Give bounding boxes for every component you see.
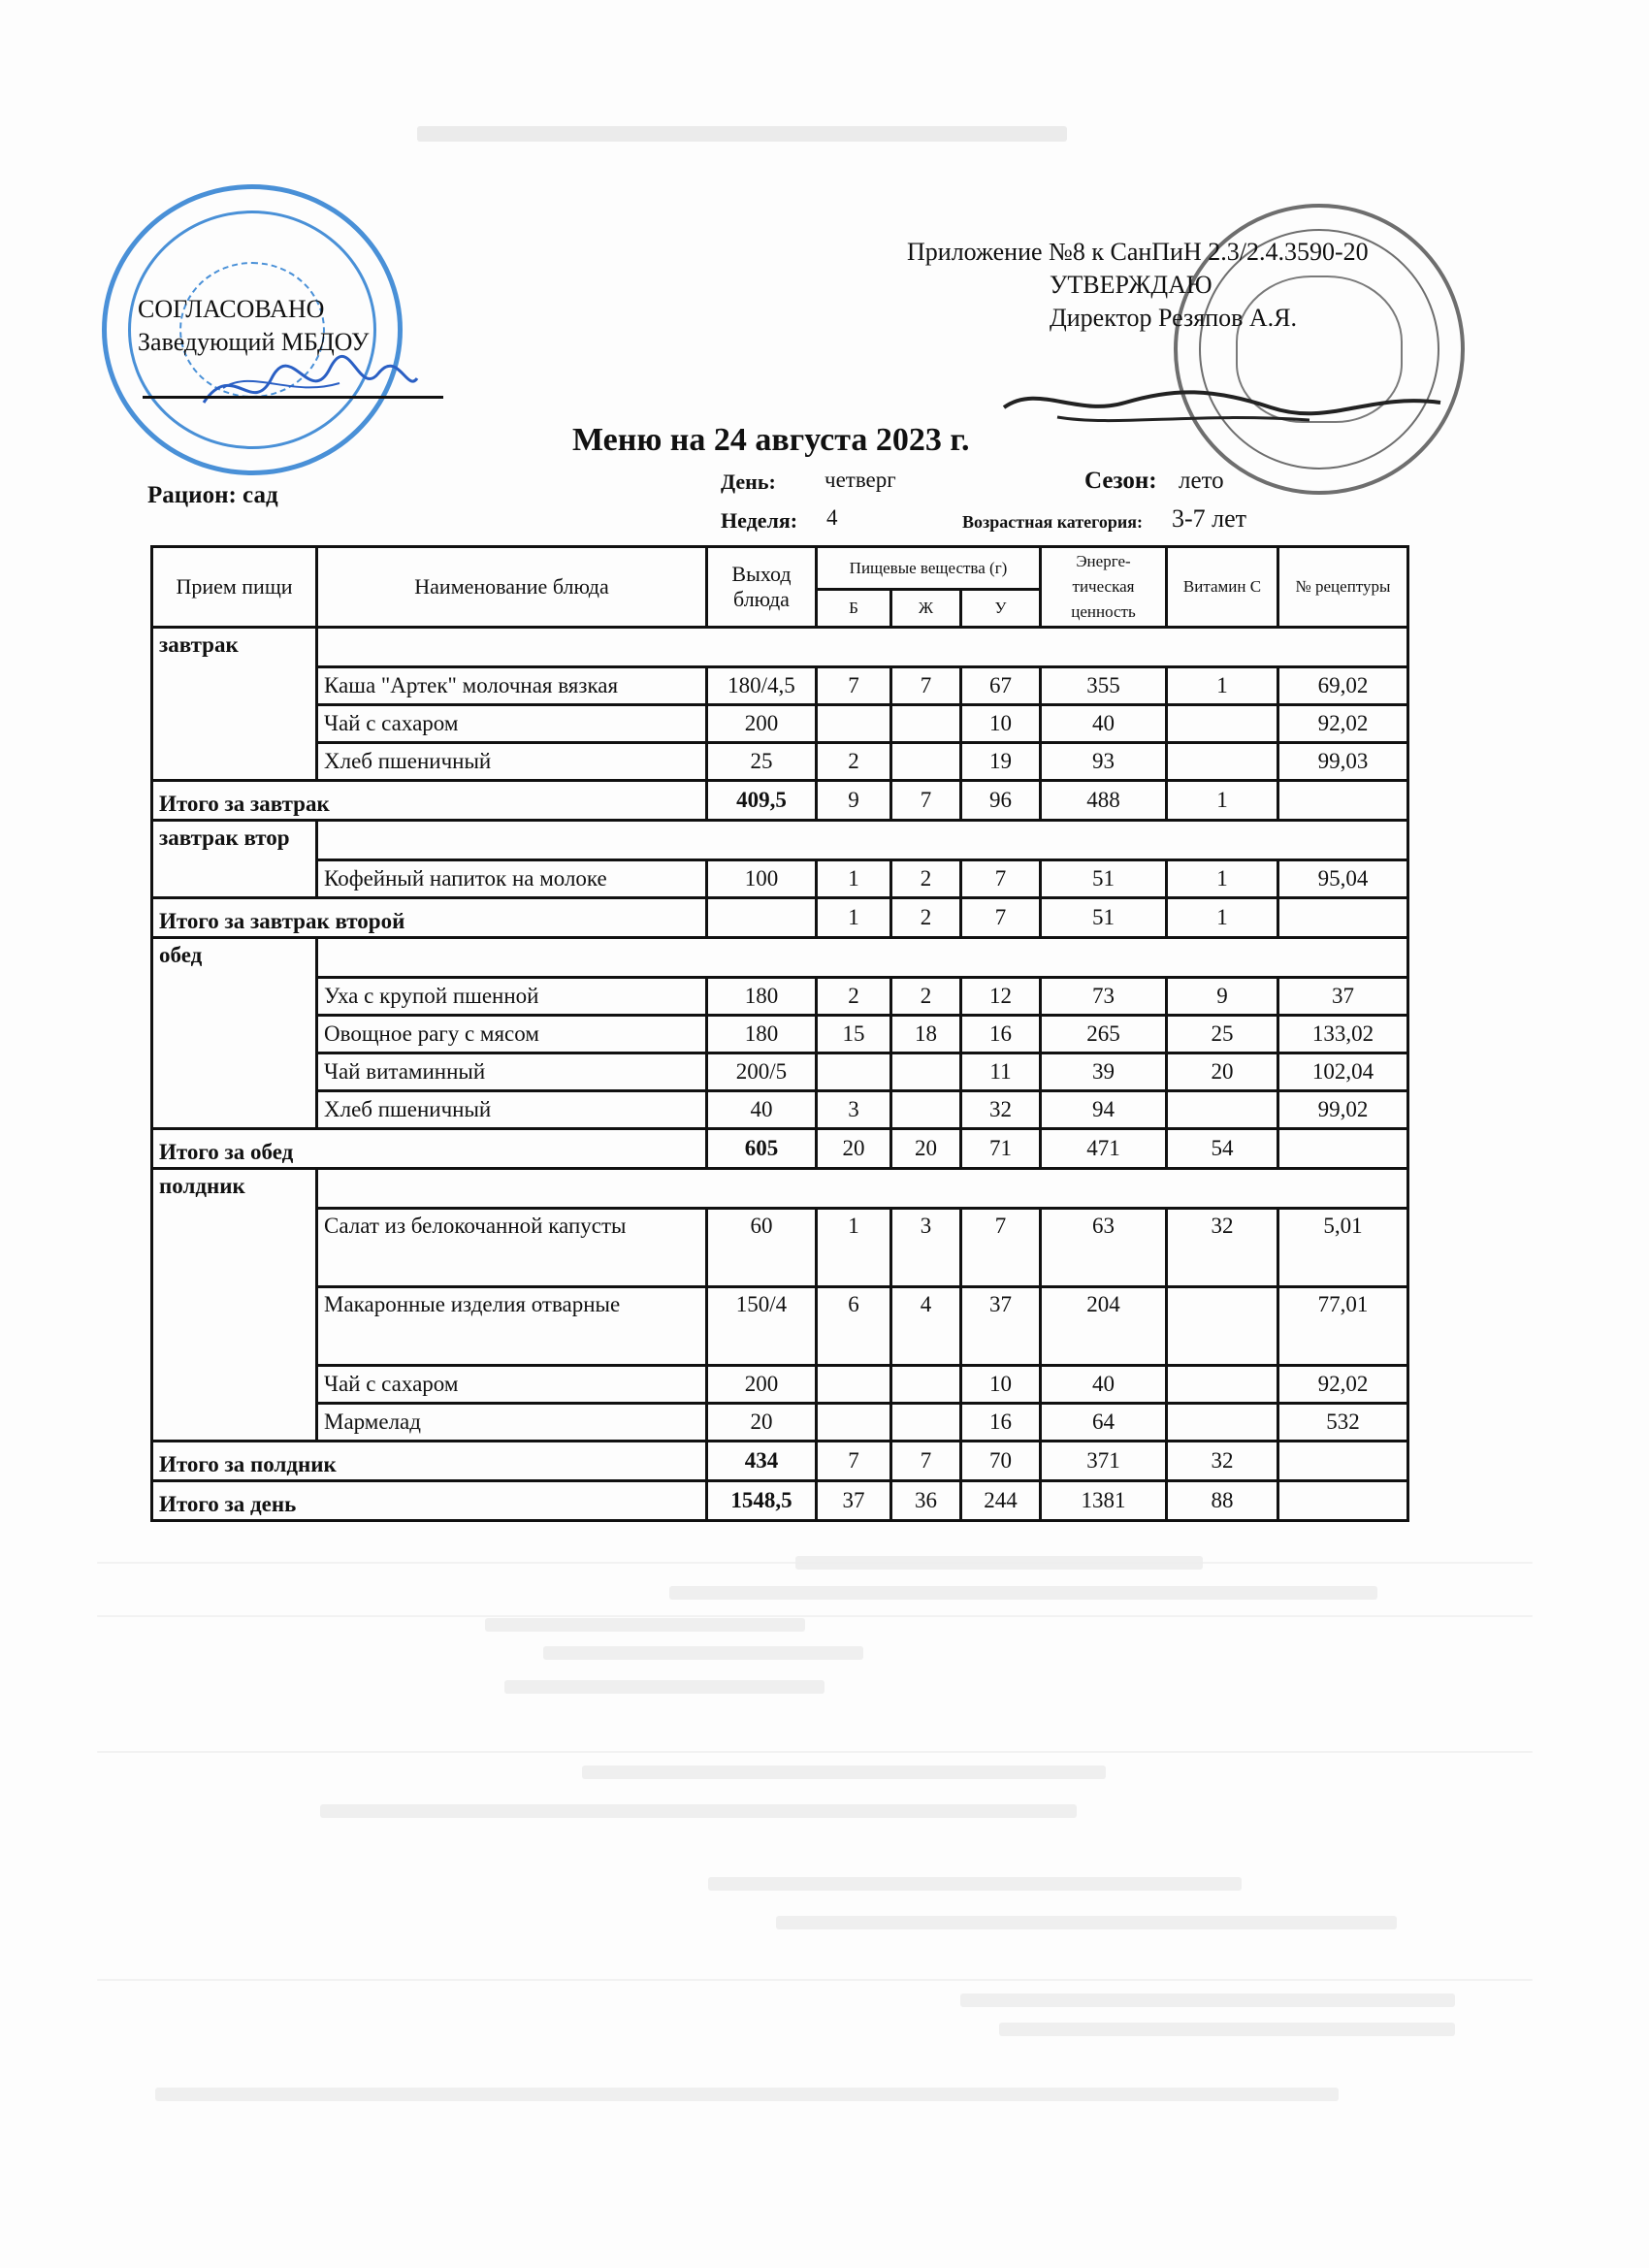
table-row xyxy=(152,1287,1408,1366)
cell-recipe: 102,04 xyxy=(1278,1053,1408,1091)
header-vitamin-c: Витамин С xyxy=(1167,547,1278,628)
cell-zh: 18 xyxy=(891,1016,961,1053)
cell-recipe: 92,02 xyxy=(1278,705,1408,743)
head-position: Заведующий МБДОУ xyxy=(138,328,370,356)
total-energy: 371 xyxy=(1041,1442,1167,1481)
bleed-through-text xyxy=(582,1766,1106,1779)
cell-u: 12 xyxy=(961,978,1041,1016)
cell-vitc xyxy=(1167,1366,1278,1404)
day-total-energy: 1381 xyxy=(1041,1481,1167,1521)
cell-yield: 20 xyxy=(707,1404,817,1442)
bleed-through-text xyxy=(417,126,1067,142)
dish-name: Чай с сахаром xyxy=(317,1366,707,1404)
week-label: Неделя: xyxy=(721,508,798,533)
header-meal: Прием пищи xyxy=(152,547,317,628)
cell-vitc: 32 xyxy=(1167,1209,1278,1287)
empty-cell xyxy=(317,821,1408,860)
cell-recipe: 37 xyxy=(1278,978,1408,1016)
bleed-through-text xyxy=(320,1804,1077,1818)
day-total-label: Итого за день xyxy=(152,1481,707,1521)
meal-name: полдник xyxy=(152,1169,317,1442)
dish-name: Чай с сахаром xyxy=(317,705,707,743)
cell-yield: 180/4,5 xyxy=(707,667,817,705)
cell-energy: 204 xyxy=(1041,1287,1167,1366)
dish-name: Чай витаминный xyxy=(317,1053,707,1091)
total-yield: 434 xyxy=(707,1442,817,1481)
cell-u: 10 xyxy=(961,1366,1041,1404)
cell-vitc: 9 xyxy=(1167,978,1278,1016)
bleed-through-text xyxy=(504,1680,824,1694)
dish-name: Мармелад xyxy=(317,1404,707,1442)
cell-recipe: 92,02 xyxy=(1278,1366,1408,1404)
cell-recipe: 99,03 xyxy=(1278,743,1408,781)
dish-name: Уха с крупой пшенной xyxy=(317,978,707,1016)
day-total-row xyxy=(152,1481,1408,1521)
cell-b xyxy=(817,1053,891,1091)
cell-u: 16 xyxy=(961,1404,1041,1442)
cell-yield: 200/5 xyxy=(707,1053,817,1091)
age-category-label: Возрастная категория: xyxy=(962,512,1143,532)
total-zh: 2 xyxy=(891,898,961,938)
bleed-through-text xyxy=(543,1646,863,1660)
day-total-b: 37 xyxy=(817,1481,891,1521)
signature-left xyxy=(194,349,427,427)
total-b: 7 xyxy=(817,1442,891,1481)
cell-yield: 25 xyxy=(707,743,817,781)
cell-b: 2 xyxy=(817,743,891,781)
cell-zh xyxy=(891,705,961,743)
cell-u: 10 xyxy=(961,705,1041,743)
day-total-vitc: 88 xyxy=(1167,1481,1278,1521)
cell-yield: 60 xyxy=(707,1209,817,1287)
cell-vitc: 25 xyxy=(1167,1016,1278,1053)
header-energy: Энерге-тическая ценность xyxy=(1041,547,1167,628)
cell-zh xyxy=(891,743,961,781)
cell-vitc xyxy=(1167,1404,1278,1442)
cell-energy: 93 xyxy=(1041,743,1167,781)
table-row xyxy=(152,1091,1408,1129)
table-row xyxy=(152,1053,1408,1091)
cell-b: 7 xyxy=(817,667,891,705)
total-energy: 51 xyxy=(1041,898,1167,938)
cell-b xyxy=(817,1404,891,1442)
signature-right xyxy=(999,373,1445,432)
total-u: 96 xyxy=(961,781,1041,821)
dish-name: Овощное рагу с мясом xyxy=(317,1016,707,1053)
appendix-note: Приложение №8 к СанПиН 2.3/2.4.3590-20 xyxy=(907,238,1369,266)
header-nutrients: Пищевые вещества (г) xyxy=(817,547,1041,590)
cell-yield: 200 xyxy=(707,1366,817,1404)
cell-yield: 150/4 xyxy=(707,1287,817,1366)
total-energy: 488 xyxy=(1041,781,1167,821)
dish-name: Каша "Артек" молочная вязкая xyxy=(317,667,707,705)
total-recipe xyxy=(1278,898,1408,938)
empty-cell xyxy=(317,628,1408,667)
cell-energy: 63 xyxy=(1041,1209,1167,1287)
header-fats: Ж xyxy=(891,590,961,628)
bleed-through-line xyxy=(97,1562,1533,1564)
meal-header-row xyxy=(152,938,1408,978)
total-yield xyxy=(707,898,817,938)
total-b: 20 xyxy=(817,1129,891,1169)
bleed-through-text xyxy=(485,1618,805,1632)
cell-b: 3 xyxy=(817,1091,891,1129)
cell-zh: 3 xyxy=(891,1209,961,1287)
cell-recipe: 99,02 xyxy=(1278,1091,1408,1129)
cell-energy: 40 xyxy=(1041,705,1167,743)
season-value: лето xyxy=(1179,468,1224,494)
bleed-through-line xyxy=(97,1615,1533,1617)
meal-total-label: Итого за завтрак xyxy=(152,781,707,821)
cell-recipe: 95,04 xyxy=(1278,860,1408,898)
cell-zh: 4 xyxy=(891,1287,961,1366)
cell-yield: 100 xyxy=(707,860,817,898)
table-row xyxy=(152,667,1408,705)
bleed-through-text xyxy=(776,1916,1397,1929)
cell-zh xyxy=(891,1404,961,1442)
meal-total-label: Итого за полдник xyxy=(152,1442,707,1481)
bleed-through-text xyxy=(669,1586,1377,1600)
menu-table-body xyxy=(152,628,1408,1521)
total-vitc: 1 xyxy=(1167,781,1278,821)
total-yield: 605 xyxy=(707,1129,817,1169)
table-row xyxy=(152,1209,1408,1287)
bleed-through-text xyxy=(155,2088,1339,2101)
meal-name: завтрак xyxy=(152,628,317,781)
cell-u: 19 xyxy=(961,743,1041,781)
menu-table xyxy=(150,545,1409,1522)
cell-yield: 180 xyxy=(707,1016,817,1053)
total-vitc: 1 xyxy=(1167,898,1278,938)
table-row xyxy=(152,705,1408,743)
meal-total-row xyxy=(152,898,1408,938)
empty-cell xyxy=(317,938,1408,978)
cell-vitc xyxy=(1167,1091,1278,1129)
cell-u: 7 xyxy=(961,860,1041,898)
total-u: 7 xyxy=(961,898,1041,938)
cell-b xyxy=(817,705,891,743)
bleed-through-text xyxy=(960,1993,1455,2007)
meal-total-label: Итого за обед xyxy=(152,1129,707,1169)
cell-vitc: 1 xyxy=(1167,860,1278,898)
empty-cell xyxy=(317,1169,1408,1209)
bleed-through-text xyxy=(999,2023,1455,2036)
header-proteins: Б xyxy=(817,590,891,628)
cell-yield: 40 xyxy=(707,1091,817,1129)
day-value: четверг xyxy=(824,468,896,492)
bleed-through-line xyxy=(97,1751,1533,1753)
header-carbs: У xyxy=(961,590,1041,628)
week-value: 4 xyxy=(826,505,838,530)
table-row xyxy=(152,860,1408,898)
agreement-block xyxy=(138,293,369,359)
cell-u: 37 xyxy=(961,1287,1041,1366)
total-vitc: 54 xyxy=(1167,1129,1278,1169)
day-total-u: 244 xyxy=(961,1481,1041,1521)
cell-yield: 200 xyxy=(707,705,817,743)
day-label: День: xyxy=(721,470,776,494)
cell-b: 6 xyxy=(817,1287,891,1366)
day-total-recipe xyxy=(1278,1481,1408,1521)
table-row xyxy=(152,1016,1408,1053)
cell-zh: 7 xyxy=(891,667,961,705)
table-row xyxy=(152,1366,1408,1404)
meal-total-row xyxy=(152,1129,1408,1169)
table-row xyxy=(152,743,1408,781)
cell-zh xyxy=(891,1366,961,1404)
header-yield: Выход блюда xyxy=(707,547,817,628)
cell-b: 1 xyxy=(817,860,891,898)
cell-zh: 2 xyxy=(891,860,961,898)
meal-header-row xyxy=(152,821,1408,860)
dish-name: Салат из белокочанной капусты xyxy=(317,1209,707,1287)
cell-recipe: 77,01 xyxy=(1278,1287,1408,1366)
cell-b xyxy=(817,1366,891,1404)
total-zh: 7 xyxy=(891,1442,961,1481)
total-zh: 20 xyxy=(891,1129,961,1169)
meal-header-row xyxy=(152,628,1408,667)
cell-yield: 180 xyxy=(707,978,817,1016)
meal-total-row xyxy=(152,781,1408,821)
cell-vitc xyxy=(1167,1287,1278,1366)
table-row xyxy=(152,1404,1408,1442)
dish-name: Кофейный напиток на молоке xyxy=(317,860,707,898)
cell-zh xyxy=(891,1091,961,1129)
meal-name: обед xyxy=(152,938,317,1129)
table-row xyxy=(152,978,1408,1016)
cell-recipe: 5,01 xyxy=(1278,1209,1408,1287)
header-recipe-number: № рецептуры xyxy=(1278,547,1408,628)
meal-header-row xyxy=(152,1169,1408,1209)
cell-energy: 94 xyxy=(1041,1091,1167,1129)
bleed-through-text xyxy=(708,1877,1242,1891)
cell-recipe: 133,02 xyxy=(1278,1016,1408,1053)
page-title: Меню на 24 августа 2023 г. xyxy=(572,422,970,458)
header-dish: Наименование блюда xyxy=(317,547,707,628)
cell-vitc xyxy=(1167,705,1278,743)
approved-label: УТВЕРЖДАЮ xyxy=(1050,271,1212,299)
total-zh: 7 xyxy=(891,781,961,821)
meal-total-row xyxy=(152,1442,1408,1481)
cell-vitc: 20 xyxy=(1167,1053,1278,1091)
meal-total-label: Итого за завтрак второй xyxy=(152,898,707,938)
cell-energy: 73 xyxy=(1041,978,1167,1016)
cell-u: 16 xyxy=(961,1016,1041,1053)
cell-zh: 2 xyxy=(891,978,961,1016)
cell-energy: 355 xyxy=(1041,667,1167,705)
cell-b: 2 xyxy=(817,978,891,1016)
cell-recipe: 69,02 xyxy=(1278,667,1408,705)
meal-name: завтрак втор xyxy=(152,821,317,898)
cell-b: 1 xyxy=(817,1209,891,1287)
cell-u: 32 xyxy=(961,1091,1041,1129)
signature-line xyxy=(143,396,443,399)
day-total-zh: 36 xyxy=(891,1481,961,1521)
cell-energy: 265 xyxy=(1041,1016,1167,1053)
age-category-value: 3-7 лет xyxy=(1172,504,1247,533)
day-total-yield: 1548,5 xyxy=(707,1481,817,1521)
cell-recipe: 532 xyxy=(1278,1404,1408,1442)
total-u: 71 xyxy=(961,1129,1041,1169)
director-name: Директор Резяпов А.Я. xyxy=(1050,304,1298,332)
total-recipe xyxy=(1278,1129,1408,1169)
cell-u: 11 xyxy=(961,1053,1041,1091)
total-b: 9 xyxy=(817,781,891,821)
approval-block xyxy=(907,236,1369,335)
cell-vitc: 1 xyxy=(1167,667,1278,705)
season-label: Сезон: xyxy=(1084,468,1157,494)
cell-energy: 40 xyxy=(1041,1366,1167,1404)
total-vitc: 32 xyxy=(1167,1442,1278,1481)
ration-label: Рацион: сад xyxy=(147,482,278,508)
dish-name: Хлеб пшеничный xyxy=(317,743,707,781)
total-yield: 409,5 xyxy=(707,781,817,821)
cell-zh xyxy=(891,1053,961,1091)
total-u: 70 xyxy=(961,1442,1041,1481)
total-recipe xyxy=(1278,1442,1408,1481)
bleed-through-line xyxy=(97,1979,1533,1981)
cell-u: 67 xyxy=(961,667,1041,705)
dish-name: Хлеб пшеничный xyxy=(317,1091,707,1129)
cell-vitc xyxy=(1167,743,1278,781)
total-recipe xyxy=(1278,781,1408,821)
cell-energy: 39 xyxy=(1041,1053,1167,1091)
total-energy: 471 xyxy=(1041,1129,1167,1169)
cell-energy: 64 xyxy=(1041,1404,1167,1442)
cell-u: 7 xyxy=(961,1209,1041,1287)
cell-b: 15 xyxy=(817,1016,891,1053)
cell-energy: 51 xyxy=(1041,860,1167,898)
agreed-label: СОГЛАСОВАНО xyxy=(138,295,325,323)
dish-name: Макаронные изделия отварные xyxy=(317,1287,707,1366)
total-b: 1 xyxy=(817,898,891,938)
